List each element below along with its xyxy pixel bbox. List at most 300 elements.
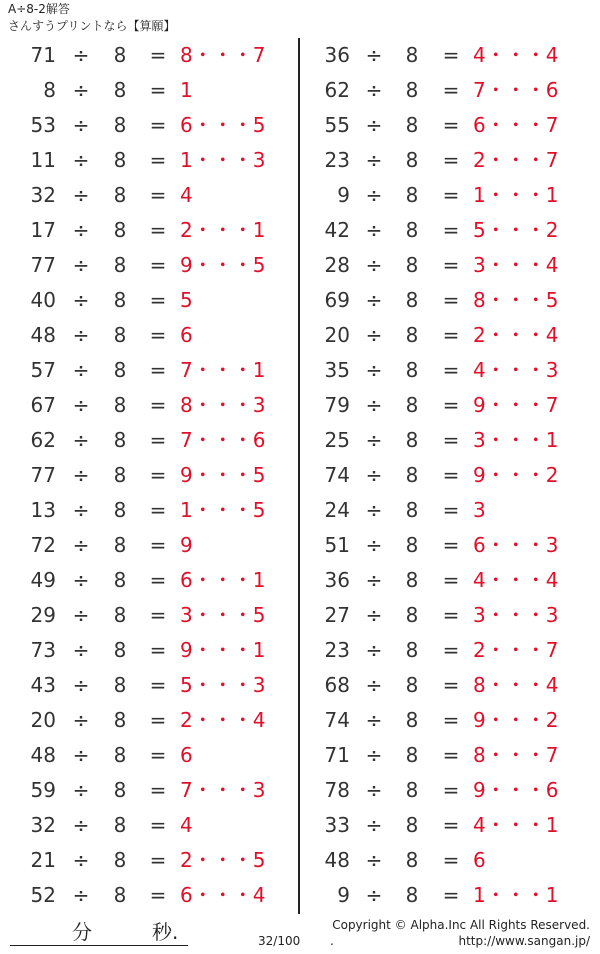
- dividend: 9: [337, 883, 350, 907]
- problem-row: [0, 38, 290, 73]
- equals-sign: =: [149, 288, 167, 312]
- equals-sign: =: [149, 253, 167, 277]
- problem-row: [298, 738, 588, 773]
- equals-sign: =: [442, 78, 460, 102]
- divisor: 8: [405, 848, 419, 872]
- answer: 2・・・7: [473, 638, 559, 662]
- dividend: 49: [30, 568, 56, 592]
- dividend: 53: [30, 113, 56, 137]
- left-problem-column: [0, 38, 290, 913]
- divide-sign: ÷: [72, 113, 90, 137]
- divisor: 8: [113, 218, 127, 242]
- divide-sign: ÷: [72, 673, 90, 697]
- problem-row: [298, 73, 588, 108]
- divisor: 8: [113, 533, 127, 557]
- divisor: 8: [113, 183, 127, 207]
- equals-sign: =: [149, 218, 167, 242]
- dividend: 36: [324, 43, 350, 67]
- divisor: 8: [113, 393, 127, 417]
- equals-sign: =: [442, 568, 460, 592]
- answer: 9・・・2: [473, 708, 559, 732]
- divisor: 8: [113, 673, 127, 697]
- equals-sign: =: [149, 323, 167, 347]
- problem-row: [298, 668, 588, 703]
- problem-row: [0, 248, 290, 283]
- problem-row: [298, 178, 588, 213]
- divisor: 8: [113, 708, 127, 732]
- divide-sign: ÷: [72, 358, 90, 382]
- dividend: 51: [324, 533, 350, 557]
- answer: 1・・・1: [473, 883, 559, 907]
- dividend: 23: [324, 148, 350, 172]
- divide-sign: ÷: [365, 743, 383, 767]
- problem-row: [298, 213, 588, 248]
- answer: 4・・・4: [473, 43, 559, 67]
- answer: 7・・・1: [180, 358, 266, 382]
- problem-row: [298, 493, 588, 528]
- answer: 9・・・1: [180, 638, 266, 662]
- equals-sign: =: [149, 848, 167, 872]
- answer: 4・・・3: [473, 358, 559, 382]
- dividend: 33: [324, 813, 350, 837]
- answer: 6: [473, 848, 486, 872]
- divide-sign: ÷: [365, 568, 383, 592]
- divide-sign: ÷: [365, 848, 383, 872]
- equals-sign: =: [442, 43, 460, 67]
- problem-row: [298, 808, 588, 843]
- dividend: 36: [324, 568, 350, 592]
- equals-sign: =: [149, 533, 167, 557]
- copyright-text: Copyright © Alpha.Inc All Rights Reserved.: [332, 918, 590, 932]
- divide-sign: ÷: [72, 813, 90, 837]
- equals-sign: =: [149, 673, 167, 697]
- divide-sign: ÷: [365, 638, 383, 662]
- dividend: 78: [324, 778, 350, 802]
- equals-sign: =: [442, 638, 460, 662]
- divisor: 8: [405, 253, 419, 277]
- equals-sign: =: [149, 148, 167, 172]
- answer: 7・・・3: [180, 778, 266, 802]
- equals-sign: =: [442, 253, 460, 277]
- divisor: 8: [113, 463, 127, 487]
- equals-sign: =: [149, 358, 167, 382]
- problem-row: [0, 598, 290, 633]
- divisor: 8: [113, 43, 127, 67]
- dividend: 62: [324, 78, 350, 102]
- answer: 6・・・1: [180, 568, 266, 592]
- equals-sign: =: [442, 498, 460, 522]
- problem-row: [298, 703, 588, 738]
- divide-sign: ÷: [365, 708, 383, 732]
- divide-sign: ÷: [365, 358, 383, 382]
- problem-row: [0, 423, 290, 458]
- answer: 4: [180, 183, 193, 207]
- divisor: 8: [113, 78, 127, 102]
- dividend: 52: [30, 883, 56, 907]
- answer: 2・・・7: [473, 148, 559, 172]
- equals-sign: =: [442, 603, 460, 627]
- divisor: 8: [405, 78, 419, 102]
- answer: 1・・・5: [180, 498, 266, 522]
- divisor: 8: [405, 568, 419, 592]
- answer: 3・・・3: [473, 603, 559, 627]
- equals-sign: =: [149, 708, 167, 732]
- divisor: 8: [405, 498, 419, 522]
- equals-sign: =: [149, 778, 167, 802]
- dividend: 74: [324, 463, 350, 487]
- answer: 9・・・6: [473, 778, 559, 802]
- divide-sign: ÷: [365, 603, 383, 627]
- answer: 3・・・1: [473, 428, 559, 452]
- problem-row: [298, 773, 588, 808]
- answer: 7・・・6: [180, 428, 266, 452]
- problem-row: [0, 528, 290, 563]
- problem-row: [0, 878, 290, 913]
- divide-sign: ÷: [365, 673, 383, 697]
- dividend: 32: [30, 813, 56, 837]
- divisor: 8: [405, 603, 419, 627]
- equals-sign: =: [149, 183, 167, 207]
- dividend: 40: [30, 288, 56, 312]
- divide-sign: ÷: [72, 253, 90, 277]
- problem-row: [298, 528, 588, 563]
- answer: 3・・・5: [180, 603, 266, 627]
- dividend: 74: [324, 708, 350, 732]
- answer: 5・・・2: [473, 218, 559, 242]
- dividend: 23: [324, 638, 350, 662]
- answer: 1・・・3: [180, 148, 266, 172]
- problem-row: [0, 213, 290, 248]
- problem-row: [298, 458, 588, 493]
- divisor: 8: [405, 428, 419, 452]
- divisor: 8: [113, 288, 127, 312]
- problem-row: [0, 108, 290, 143]
- problem-row: [0, 458, 290, 493]
- divide-sign: ÷: [72, 218, 90, 242]
- problem-row: [298, 423, 588, 458]
- divide-sign: ÷: [72, 848, 90, 872]
- equals-sign: =: [442, 183, 460, 207]
- equals-sign: =: [442, 848, 460, 872]
- problem-row: [0, 73, 290, 108]
- answer: 8・・・5: [473, 288, 559, 312]
- dividend: 72: [30, 533, 56, 557]
- dividend: 62: [30, 428, 56, 452]
- answer: 9・・・7: [473, 393, 559, 417]
- divide-sign: ÷: [72, 638, 90, 662]
- problem-row: [298, 878, 588, 913]
- answer: 6・・・3: [473, 533, 559, 557]
- worksheet-subtitle: さんすうプリントなら【算願】: [8, 19, 176, 33]
- divide-sign: ÷: [72, 603, 90, 627]
- answer: 8・・・4: [473, 673, 559, 697]
- answer: 8・・・7: [180, 43, 266, 67]
- equals-sign: =: [442, 743, 460, 767]
- site-url: http://www.sangan.jp/: [458, 934, 590, 948]
- divide-sign: ÷: [365, 218, 383, 242]
- dividend: 17: [30, 218, 56, 242]
- right-problem-column: [298, 38, 588, 913]
- divide-sign: ÷: [72, 428, 90, 452]
- divide-sign: ÷: [72, 463, 90, 487]
- divide-sign: ÷: [365, 533, 383, 557]
- answer: 5・・・3: [180, 673, 266, 697]
- problem-row: [0, 668, 290, 703]
- problem-row: [0, 808, 290, 843]
- equals-sign: =: [149, 463, 167, 487]
- problem-row: [0, 738, 290, 773]
- answer: 9・・・5: [180, 253, 266, 277]
- problem-row: [298, 353, 588, 388]
- divisor: 8: [405, 43, 419, 67]
- answer: 4・・・4: [473, 568, 559, 592]
- dividend: 28: [324, 253, 350, 277]
- equals-sign: =: [149, 498, 167, 522]
- divisor: 8: [405, 813, 419, 837]
- divisor: 8: [405, 743, 419, 767]
- divide-sign: ÷: [72, 533, 90, 557]
- divisor: 8: [113, 323, 127, 347]
- divide-sign: ÷: [72, 78, 90, 102]
- equals-sign: =: [149, 603, 167, 627]
- divide-sign: ÷: [365, 78, 383, 102]
- problem-row: [298, 318, 588, 353]
- divide-sign: ÷: [72, 183, 90, 207]
- dividend: 8: [43, 78, 56, 102]
- divisor: 8: [113, 148, 127, 172]
- divide-sign: ÷: [72, 288, 90, 312]
- divide-sign: ÷: [365, 463, 383, 487]
- answer: 2・・・1: [180, 218, 266, 242]
- answer: 3: [473, 498, 486, 522]
- equals-sign: =: [442, 813, 460, 837]
- divide-sign: ÷: [365, 428, 383, 452]
- answer: 8・・・7: [473, 743, 559, 767]
- equals-sign: =: [442, 778, 460, 802]
- dividend: 59: [30, 778, 56, 802]
- divisor: 8: [405, 708, 419, 732]
- answer: 7・・・6: [473, 78, 559, 102]
- divisor: 8: [405, 638, 419, 662]
- divisor: 8: [405, 148, 419, 172]
- dividend: 67: [30, 393, 56, 417]
- problem-row: [0, 178, 290, 213]
- problem-row: [298, 283, 588, 318]
- dividend: 71: [30, 43, 56, 67]
- problem-row: [298, 388, 588, 423]
- divisor: 8: [113, 568, 127, 592]
- dividend: 57: [30, 358, 56, 382]
- dividend: 20: [30, 708, 56, 732]
- score-text: 32/100: [258, 934, 301, 948]
- divide-sign: ÷: [365, 253, 383, 277]
- problem-row: [0, 493, 290, 528]
- answer: 2・・・4: [180, 708, 266, 732]
- problem-row: [298, 143, 588, 178]
- minute-label: 分: [72, 920, 92, 944]
- answer: 4: [180, 813, 193, 837]
- answer: 3・・・4: [473, 253, 559, 277]
- divide-sign: ÷: [365, 148, 383, 172]
- problem-row: [0, 703, 290, 738]
- dividend: 48: [30, 323, 56, 347]
- divisor: 8: [405, 323, 419, 347]
- problem-row: [0, 388, 290, 423]
- divisor: 8: [405, 673, 419, 697]
- dividend: 24: [324, 498, 350, 522]
- dividend: 68: [324, 673, 350, 697]
- divisor: 8: [113, 813, 127, 837]
- equals-sign: =: [149, 78, 167, 102]
- divisor: 8: [405, 393, 419, 417]
- problem-row: [298, 563, 588, 598]
- divisor: 8: [113, 358, 127, 382]
- dividend: 9: [337, 183, 350, 207]
- time-underline: [10, 945, 188, 946]
- problem-row: [0, 633, 290, 668]
- divide-sign: ÷: [72, 43, 90, 67]
- problem-row: [298, 843, 588, 878]
- divide-sign: ÷: [365, 498, 383, 522]
- answer: 6: [180, 323, 193, 347]
- answer: 1: [180, 78, 193, 102]
- answer: 6: [180, 743, 193, 767]
- dividend: 73: [30, 638, 56, 662]
- dividend: 48: [324, 848, 350, 872]
- time-record: [10, 918, 188, 948]
- divisor: 8: [113, 638, 127, 662]
- dividend: 55: [324, 113, 350, 137]
- dividend: 21: [30, 848, 56, 872]
- divisor: 8: [113, 848, 127, 872]
- divisor: 8: [113, 498, 127, 522]
- divisor: 8: [405, 463, 419, 487]
- dividend: 25: [324, 428, 350, 452]
- dividend: 27: [324, 603, 350, 627]
- divide-sign: ÷: [72, 393, 90, 417]
- problem-row: [298, 108, 588, 143]
- divisor: 8: [405, 358, 419, 382]
- divisor: 8: [113, 428, 127, 452]
- divisor: 8: [113, 603, 127, 627]
- divide-sign: ÷: [365, 113, 383, 137]
- problem-row: [0, 318, 290, 353]
- dividend: 43: [30, 673, 56, 697]
- equals-sign: =: [442, 323, 460, 347]
- divide-sign: ÷: [72, 148, 90, 172]
- dividend: 35: [324, 358, 350, 382]
- dividend: 11: [30, 148, 56, 172]
- equals-sign: =: [149, 568, 167, 592]
- equals-sign: =: [442, 708, 460, 732]
- equals-sign: =: [149, 743, 167, 767]
- equals-sign: =: [442, 533, 460, 557]
- divisor: 8: [113, 113, 127, 137]
- divide-sign: ÷: [365, 778, 383, 802]
- answer: 6・・・5: [180, 113, 266, 137]
- problem-row: [298, 38, 588, 73]
- divisor: 8: [405, 288, 419, 312]
- equals-sign: =: [442, 288, 460, 312]
- equals-sign: =: [149, 393, 167, 417]
- dividend: 13: [30, 498, 56, 522]
- divisor: 8: [405, 183, 419, 207]
- answer: 9・・・2: [473, 463, 559, 487]
- dividend: 71: [324, 743, 350, 767]
- answer: 2・・・5: [180, 848, 266, 872]
- second-label: 秒.: [152, 920, 179, 944]
- divisor: 8: [113, 883, 127, 907]
- answer: 6・・・4: [180, 883, 266, 907]
- dividend: 32: [30, 183, 56, 207]
- dividend: 77: [30, 463, 56, 487]
- divide-sign: ÷: [365, 323, 383, 347]
- divide-sign: ÷: [365, 43, 383, 67]
- worksheet-title: A÷8-2解答: [8, 2, 70, 16]
- divisor: 8: [405, 778, 419, 802]
- equals-sign: =: [442, 883, 460, 907]
- divide-sign: ÷: [72, 778, 90, 802]
- divide-sign: ÷: [72, 708, 90, 732]
- dividend: 42: [324, 218, 350, 242]
- answer: 1・・・1: [473, 183, 559, 207]
- equals-sign: =: [149, 883, 167, 907]
- divide-sign: ÷: [72, 323, 90, 347]
- equals-sign: =: [149, 113, 167, 137]
- divide-sign: ÷: [72, 498, 90, 522]
- equals-sign: =: [442, 148, 460, 172]
- answer: 8・・・3: [180, 393, 266, 417]
- divisor: 8: [405, 883, 419, 907]
- divisor: 8: [113, 778, 127, 802]
- equals-sign: =: [149, 813, 167, 837]
- divide-sign: ÷: [365, 288, 383, 312]
- dividend: 69: [324, 288, 350, 312]
- problem-row: [298, 248, 588, 283]
- divide-sign: ÷: [365, 183, 383, 207]
- problem-row: [298, 633, 588, 668]
- answer: 9・・・5: [180, 463, 266, 487]
- problem-row: [0, 283, 290, 318]
- answer: 9: [180, 533, 193, 557]
- equals-sign: =: [149, 43, 167, 67]
- divide-sign: ÷: [72, 568, 90, 592]
- problem-row: [0, 143, 290, 178]
- answer: 6・・・7: [473, 113, 559, 137]
- divide-sign: ÷: [72, 743, 90, 767]
- divide-sign: ÷: [365, 883, 383, 907]
- dividend: 29: [30, 603, 56, 627]
- divisor: 8: [405, 218, 419, 242]
- problem-row: [298, 598, 588, 633]
- divide-sign: ÷: [365, 813, 383, 837]
- divisor: 8: [113, 743, 127, 767]
- answer: 4・・・1: [473, 813, 559, 837]
- equals-sign: =: [442, 428, 460, 452]
- problem-row: [0, 773, 290, 808]
- footer-dot: .: [330, 934, 334, 948]
- answer: 5: [180, 288, 193, 312]
- divisor: 8: [405, 533, 419, 557]
- equals-sign: =: [442, 113, 460, 137]
- dividend: 48: [30, 743, 56, 767]
- divisor: 8: [405, 113, 419, 137]
- equals-sign: =: [442, 358, 460, 382]
- equals-sign: =: [442, 218, 460, 242]
- equals-sign: =: [442, 393, 460, 417]
- equals-sign: =: [149, 638, 167, 662]
- divide-sign: ÷: [365, 393, 383, 417]
